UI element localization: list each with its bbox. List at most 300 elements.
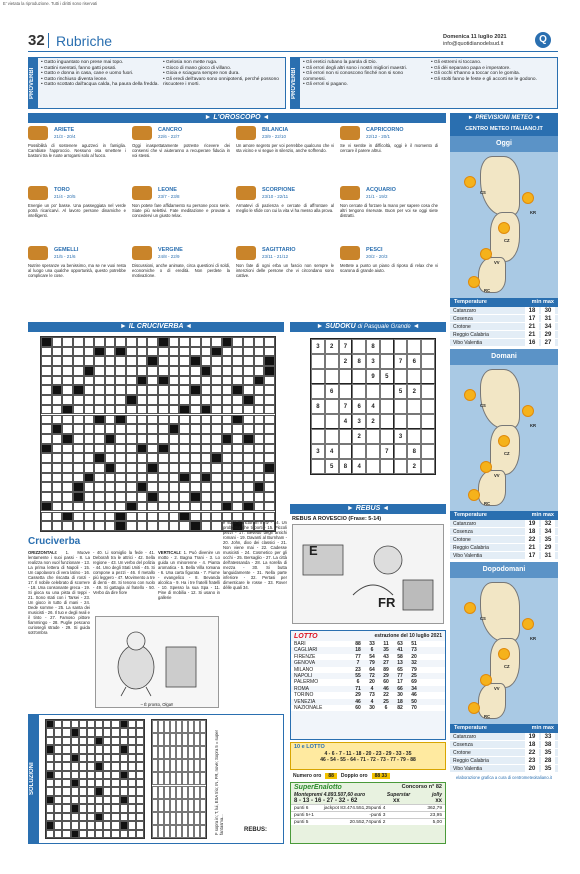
crossword-cell[interactable] — [62, 347, 73, 357]
crossword-cell[interactable] — [254, 337, 265, 347]
crossword-cell[interactable] — [105, 521, 116, 531]
crossword-cell[interactable] — [73, 337, 84, 347]
crossword-cell[interactable] — [41, 463, 52, 473]
crossword-cell[interactable] — [52, 502, 63, 512]
crossword-cell[interactable] — [52, 444, 63, 454]
crossword-cell[interactable] — [179, 366, 190, 376]
crossword-cell[interactable] — [201, 395, 212, 405]
sudoku-cell[interactable] — [325, 429, 339, 444]
crossword-cell[interactable] — [232, 453, 243, 463]
crossword-cell[interactable] — [158, 405, 169, 415]
crossword-cell[interactable] — [84, 521, 95, 531]
crossword-cell[interactable] — [52, 521, 63, 531]
crossword-cell[interactable] — [137, 502, 148, 512]
crossword-cell[interactable] — [211, 395, 222, 405]
crossword-cell[interactable] — [201, 385, 212, 395]
crossword-cell[interactable] — [84, 434, 95, 444]
crossword-cell[interactable] — [147, 521, 158, 531]
crossword-cell[interactable] — [115, 453, 126, 463]
crossword-cell[interactable] — [201, 376, 212, 386]
crossword-cell[interactable] — [62, 424, 73, 434]
crossword-cell[interactable] — [222, 376, 233, 386]
crossword-cell[interactable] — [126, 521, 137, 531]
crossword-cell[interactable] — [211, 492, 222, 502]
crossword-cell[interactable] — [137, 473, 148, 483]
crossword-cell[interactable] — [222, 473, 233, 483]
crossword-cell[interactable] — [158, 424, 169, 434]
crossword-cell[interactable] — [137, 521, 148, 531]
crossword-cell[interactable] — [94, 405, 105, 415]
crossword-cell[interactable] — [158, 395, 169, 405]
crossword-cell[interactable] — [179, 356, 190, 366]
crossword-cell[interactable] — [179, 482, 190, 492]
crossword-cell[interactable] — [84, 424, 95, 434]
crossword-cell[interactable] — [232, 502, 243, 512]
crossword-cell[interactable] — [169, 395, 180, 405]
crossword-cell[interactable] — [222, 405, 233, 415]
crossword-cell[interactable] — [52, 405, 63, 415]
crossword-cell[interactable] — [52, 453, 63, 463]
crossword-cell[interactable] — [126, 463, 137, 473]
crossword-cell[interactable] — [201, 347, 212, 357]
crossword-cell[interactable] — [254, 356, 265, 366]
crossword-cell[interactable] — [52, 337, 63, 347]
crossword-cell[interactable] — [169, 502, 180, 512]
crossword-cell[interactable] — [73, 395, 84, 405]
sudoku-cell[interactable] — [407, 339, 421, 354]
sudoku-cell[interactable] — [311, 459, 325, 474]
crossword-cell[interactable] — [62, 521, 73, 531]
crossword-cell[interactable] — [211, 473, 222, 483]
crossword-cell[interactable] — [105, 395, 116, 405]
sudoku-cell[interactable] — [407, 414, 421, 429]
crossword-cell[interactable] — [105, 482, 116, 492]
crossword-cell[interactable] — [73, 473, 84, 483]
sudoku-cell[interactable] — [380, 384, 394, 399]
crossword-cell[interactable] — [211, 415, 222, 425]
sudoku-cell[interactable] — [421, 339, 435, 354]
crossword-cell[interactable] — [115, 444, 126, 454]
crossword-cell[interactable] — [190, 424, 201, 434]
crossword-cell[interactable] — [243, 347, 254, 357]
crossword-cell[interactable] — [201, 444, 212, 454]
crossword-cell[interactable] — [73, 356, 84, 366]
crossword-cell[interactable] — [137, 347, 148, 357]
sudoku-cell[interactable] — [421, 444, 435, 459]
crossword-cell[interactable] — [254, 453, 265, 463]
crossword-cell[interactable] — [201, 482, 212, 492]
crossword-cell[interactable] — [201, 415, 212, 425]
crossword-cell[interactable] — [264, 444, 275, 454]
crossword-cell[interactable] — [264, 434, 275, 444]
crossword-cell[interactable] — [158, 463, 169, 473]
crossword-cell[interactable] — [137, 385, 148, 395]
sudoku-cell[interactable] — [407, 369, 421, 384]
crossword-cell[interactable] — [62, 473, 73, 483]
crossword-cell[interactable] — [84, 453, 95, 463]
crossword-cell[interactable] — [254, 366, 265, 376]
crossword-cell[interactable] — [41, 424, 52, 434]
crossword-cell[interactable] — [62, 444, 73, 454]
sudoku-cell[interactable] — [311, 414, 325, 429]
crossword-cell[interactable] — [201, 453, 212, 463]
crossword-cell[interactable] — [62, 356, 73, 366]
crossword-cell[interactable] — [201, 463, 212, 473]
crossword-cell[interactable] — [115, 366, 126, 376]
crossword-cell[interactable] — [243, 444, 254, 454]
sudoku-cell[interactable] — [380, 414, 394, 429]
sudoku-cell[interactable] — [311, 384, 325, 399]
crossword-cell[interactable] — [169, 482, 180, 492]
crossword-cell[interactable] — [232, 366, 243, 376]
crossword-cell[interactable] — [190, 415, 201, 425]
crossword-cell[interactable] — [52, 463, 63, 473]
crossword-cell[interactable] — [137, 395, 148, 405]
crossword-cell[interactable] — [211, 376, 222, 386]
crossword-cell[interactable] — [169, 463, 180, 473]
crossword-cell[interactable] — [169, 434, 180, 444]
crossword-cell[interactable] — [254, 444, 265, 454]
crossword-cell[interactable] — [211, 424, 222, 434]
crossword-cell[interactable] — [254, 405, 265, 415]
sudoku-cell[interactable] — [366, 459, 380, 474]
crossword-cell[interactable] — [201, 521, 212, 531]
crossword-cell[interactable] — [254, 473, 265, 483]
sudoku-cell[interactable] — [421, 414, 435, 429]
crossword-cell[interactable] — [126, 366, 137, 376]
crossword-cell[interactable] — [222, 385, 233, 395]
crossword-cell[interactable] — [179, 453, 190, 463]
crossword-cell[interactable] — [137, 492, 148, 502]
sudoku-cell[interactable] — [380, 459, 394, 474]
crossword-cell[interactable] — [232, 434, 243, 444]
crossword-cell[interactable] — [158, 347, 169, 357]
sudoku-cell[interactable] — [325, 369, 339, 384]
crossword-cell[interactable] — [232, 444, 243, 454]
sudoku-cell[interactable] — [421, 354, 435, 369]
crossword-cell[interactable] — [41, 521, 52, 531]
crossword-cell[interactable] — [222, 366, 233, 376]
crossword-cell[interactable] — [264, 385, 275, 395]
crossword-cell[interactable] — [105, 502, 116, 512]
crossword-cell[interactable] — [147, 376, 158, 386]
crossword-cell[interactable] — [264, 405, 275, 415]
sudoku-cell[interactable] — [380, 429, 394, 444]
crossword-cell[interactable] — [73, 424, 84, 434]
crossword-cell[interactable] — [179, 376, 190, 386]
sudoku-cell[interactable] — [325, 414, 339, 429]
crossword-cell[interactable] — [147, 444, 158, 454]
crossword-cell[interactable] — [147, 405, 158, 415]
crossword-cell[interactable] — [73, 366, 84, 376]
sudoku-cell[interactable] — [339, 444, 353, 459]
crossword-cell[interactable] — [158, 502, 169, 512]
crossword-cell[interactable] — [126, 444, 137, 454]
crossword-cell[interactable] — [232, 347, 243, 357]
crossword-cell[interactable] — [115, 395, 126, 405]
crossword-cell[interactable] — [94, 395, 105, 405]
crossword-cell[interactable] — [211, 385, 222, 395]
crossword-cell[interactable] — [243, 337, 254, 347]
crossword-cell[interactable] — [115, 405, 126, 415]
sudoku-cell[interactable] — [325, 354, 339, 369]
crossword-cell[interactable] — [211, 463, 222, 473]
crossword-cell[interactable] — [105, 405, 116, 415]
crossword-cell[interactable] — [169, 356, 180, 366]
crossword-cell[interactable] — [190, 444, 201, 454]
crossword-cell[interactable] — [179, 463, 190, 473]
crossword-cell[interactable] — [41, 347, 52, 357]
crossword-cell[interactable] — [73, 512, 84, 522]
crossword-cell[interactable] — [190, 395, 201, 405]
sudoku-cell[interactable] — [421, 399, 435, 414]
crossword-cell[interactable] — [52, 415, 63, 425]
crossword-cell[interactable] — [232, 405, 243, 415]
crossword-cell[interactable] — [41, 376, 52, 386]
crossword-cell[interactable] — [222, 492, 233, 502]
crossword-cell[interactable] — [41, 492, 52, 502]
crossword-cell[interactable] — [84, 502, 95, 512]
crossword-cell[interactable] — [158, 521, 169, 531]
crossword-cell[interactable] — [222, 482, 233, 492]
sudoku-cell[interactable] — [407, 429, 421, 444]
crossword-cell[interactable] — [264, 424, 275, 434]
crossword-cell[interactable] — [94, 521, 105, 531]
crossword-cell[interactable] — [62, 492, 73, 502]
crossword-cell[interactable] — [254, 463, 265, 473]
crossword-cell[interactable] — [232, 337, 243, 347]
crossword-cell[interactable] — [169, 405, 180, 415]
crossword-cell[interactable] — [169, 453, 180, 463]
sudoku-cell[interactable] — [380, 339, 394, 354]
sudoku-grid[interactable] — [310, 338, 436, 475]
crossword-cell[interactable] — [126, 473, 137, 483]
crossword-cell[interactable] — [52, 356, 63, 366]
crossword-cell[interactable] — [94, 385, 105, 395]
crossword-cell[interactable] — [94, 366, 105, 376]
crossword-cell[interactable] — [126, 337, 137, 347]
crossword-cell[interactable] — [105, 473, 116, 483]
crossword-cell[interactable] — [147, 512, 158, 522]
crossword-cell[interactable] — [94, 512, 105, 522]
crossword-cell[interactable] — [211, 434, 222, 444]
crossword-cell[interactable] — [41, 356, 52, 366]
crossword-cell[interactable] — [105, 424, 116, 434]
crossword-cell[interactable] — [62, 453, 73, 463]
crossword-cell[interactable] — [264, 347, 275, 357]
crossword-cell[interactable] — [126, 453, 137, 463]
crossword-cell[interactable] — [179, 492, 190, 502]
crossword-cell[interactable] — [243, 356, 254, 366]
crossword-cell[interactable] — [94, 337, 105, 347]
crossword-cell[interactable] — [62, 337, 73, 347]
crossword-cell[interactable] — [243, 424, 254, 434]
crossword-cell[interactable] — [52, 347, 63, 357]
crossword-cell[interactable] — [84, 356, 95, 366]
crossword-cell[interactable] — [201, 492, 212, 502]
crossword-cell[interactable] — [73, 502, 84, 512]
sudoku-cell[interactable] — [394, 414, 408, 429]
crossword-cell[interactable] — [169, 337, 180, 347]
crossword-cell[interactable] — [137, 424, 148, 434]
crossword-cell[interactable] — [211, 444, 222, 454]
crossword-cell[interactable] — [243, 376, 254, 386]
crossword-cell[interactable] — [41, 512, 52, 522]
crossword-cell[interactable] — [211, 482, 222, 492]
crossword-cell[interactable] — [137, 356, 148, 366]
crossword-cell[interactable] — [201, 434, 212, 444]
crossword-cell[interactable] — [211, 521, 222, 531]
sudoku-cell[interactable] — [394, 369, 408, 384]
crossword-cell[interactable] — [169, 521, 180, 531]
crossword-cell[interactable] — [147, 385, 158, 395]
crossword-cell[interactable] — [94, 502, 105, 512]
crossword-cell[interactable] — [211, 337, 222, 347]
crossword-cell[interactable] — [179, 434, 190, 444]
crossword-cell[interactable] — [179, 347, 190, 357]
crossword-cell[interactable] — [169, 347, 180, 357]
crossword-cell[interactable] — [254, 415, 265, 425]
crossword-cell[interactable] — [41, 482, 52, 492]
crossword-cell[interactable] — [84, 415, 95, 425]
crossword-cell[interactable] — [126, 424, 137, 434]
crossword-cell[interactable] — [105, 492, 116, 502]
sudoku-cell[interactable] — [352, 384, 366, 399]
crossword-cell[interactable] — [169, 473, 180, 483]
crossword-cell[interactable] — [211, 366, 222, 376]
crossword-cell[interactable] — [264, 482, 275, 492]
crossword-cell[interactable] — [84, 395, 95, 405]
crossword-cell[interactable] — [147, 434, 158, 444]
crossword-cell[interactable] — [254, 502, 265, 512]
crossword-cell[interactable] — [84, 492, 95, 502]
crossword-cell[interactable] — [105, 366, 116, 376]
crossword-cell[interactable] — [222, 453, 233, 463]
crossword-cell[interactable] — [41, 473, 52, 483]
crossword-cell[interactable] — [41, 405, 52, 415]
crossword-cell[interactable] — [41, 415, 52, 425]
crossword-cell[interactable] — [126, 376, 137, 386]
crossword-cell[interactable] — [84, 337, 95, 347]
crossword-cell[interactable] — [264, 502, 275, 512]
crossword-cell[interactable] — [105, 453, 116, 463]
sudoku-cell[interactable] — [407, 399, 421, 414]
crossword-cell[interactable] — [179, 385, 190, 395]
crossword-cell[interactable] — [137, 434, 148, 444]
sudoku-cell[interactable] — [394, 459, 408, 474]
crossword-cell[interactable] — [105, 376, 116, 386]
crossword-cell[interactable] — [201, 424, 212, 434]
crossword-cell[interactable] — [190, 434, 201, 444]
crossword-cell[interactable] — [126, 434, 137, 444]
crossword-cell[interactable] — [232, 424, 243, 434]
crossword-cell[interactable] — [201, 502, 212, 512]
crossword-cell[interactable] — [94, 434, 105, 444]
crossword-cell[interactable] — [254, 492, 265, 502]
crossword-cell[interactable] — [73, 405, 84, 415]
sudoku-cell[interactable] — [380, 354, 394, 369]
crossword-cell[interactable] — [158, 356, 169, 366]
crossword-cell[interactable] — [137, 512, 148, 522]
crossword-cell[interactable] — [115, 356, 126, 366]
crossword-cell[interactable] — [62, 395, 73, 405]
crossword-cell[interactable] — [52, 512, 63, 522]
crossword-cell[interactable] — [201, 512, 212, 522]
crossword-cell[interactable] — [264, 473, 275, 483]
crossword-cell[interactable] — [158, 385, 169, 395]
crossword-cell[interactable] — [222, 395, 233, 405]
crossword-cell[interactable] — [264, 395, 275, 405]
crossword-cell[interactable] — [126, 347, 137, 357]
crossword-cell[interactable] — [52, 434, 63, 444]
crossword-cell[interactable] — [126, 492, 137, 502]
crossword-cell[interactable] — [41, 385, 52, 395]
crossword-cell[interactable] — [62, 502, 73, 512]
crossword-cell[interactable] — [62, 463, 73, 473]
crossword-cell[interactable] — [254, 424, 265, 434]
crossword-cell[interactable] — [94, 356, 105, 366]
crossword-cell[interactable] — [222, 347, 233, 357]
sudoku-cell[interactable] — [394, 339, 408, 354]
crossword-cell[interactable] — [115, 473, 126, 483]
crossword-cell[interactable] — [190, 366, 201, 376]
crossword-cell[interactable] — [105, 415, 116, 425]
crossword-cell[interactable] — [73, 453, 84, 463]
crossword-cell[interactable] — [190, 405, 201, 415]
crossword-cell[interactable] — [190, 376, 201, 386]
crossword-cell[interactable] — [84, 463, 95, 473]
crossword-cell[interactable] — [232, 395, 243, 405]
crossword-cell[interactable] — [137, 415, 148, 425]
crossword-cell[interactable] — [201, 356, 212, 366]
crossword-cell[interactable] — [52, 473, 63, 483]
crossword-cell[interactable] — [105, 385, 116, 395]
crossword-cell[interactable] — [147, 395, 158, 405]
crossword-cell[interactable] — [94, 424, 105, 434]
crossword-cell[interactable] — [115, 424, 126, 434]
sudoku-cell[interactable] — [325, 399, 339, 414]
crossword-cell[interactable] — [147, 337, 158, 347]
crossword-cell[interactable] — [41, 366, 52, 376]
crossword-cell[interactable] — [232, 473, 243, 483]
crossword-cell[interactable] — [115, 492, 126, 502]
crossword-cell[interactable] — [137, 337, 148, 347]
sudoku-cell[interactable] — [352, 339, 366, 354]
crossword-cell[interactable] — [147, 473, 158, 483]
crossword-grid[interactable] — [40, 336, 276, 532]
crossword-cell[interactable] — [52, 366, 63, 376]
sudoku-cell[interactable] — [380, 399, 394, 414]
crossword-cell[interactable] — [115, 482, 126, 492]
crossword-cell[interactable] — [73, 444, 84, 454]
crossword-cell[interactable] — [158, 512, 169, 522]
crossword-cell[interactable] — [222, 424, 233, 434]
sudoku-cell[interactable] — [339, 429, 353, 444]
crossword-cell[interactable] — [147, 502, 158, 512]
crossword-cell[interactable] — [179, 444, 190, 454]
crossword-cell[interactable] — [243, 473, 254, 483]
crossword-cell[interactable] — [137, 405, 148, 415]
crossword-cell[interactable] — [84, 512, 95, 522]
crossword-cell[interactable] — [94, 482, 105, 492]
crossword-cell[interactable] — [105, 356, 116, 366]
crossword-cell[interactable] — [222, 444, 233, 454]
crossword-cell[interactable] — [222, 356, 233, 366]
sudoku-cell[interactable] — [311, 369, 325, 384]
sudoku-cell[interactable] — [421, 369, 435, 384]
crossword-cell[interactable] — [169, 376, 180, 386]
sudoku-cell[interactable] — [311, 429, 325, 444]
